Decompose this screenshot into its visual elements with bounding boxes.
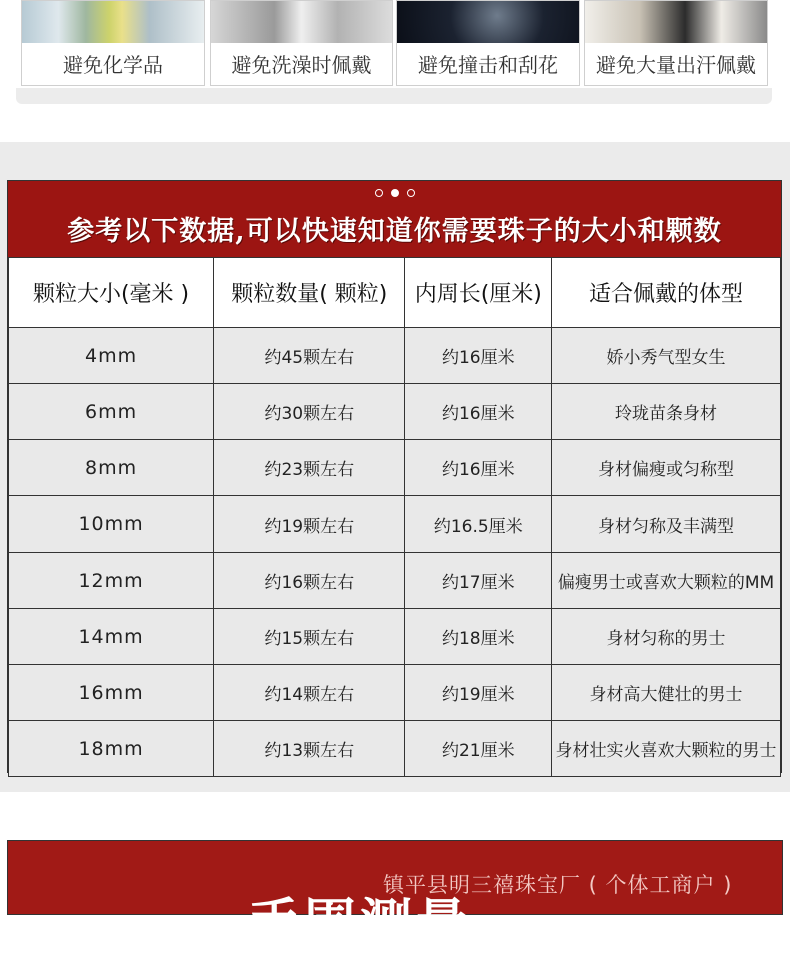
cell-count: 约13颗左右: [214, 721, 405, 777]
table-header-row: [9, 258, 781, 328]
cell-body-type: 娇小秀气型女生: [552, 328, 781, 384]
cell-body-type: 玲珑苗条身材: [552, 384, 781, 440]
table-row: [9, 553, 781, 609]
table-row: [9, 721, 781, 777]
cell-count: 约16颗左右: [214, 553, 405, 609]
cell-circumference: 约16厘米: [405, 384, 552, 440]
bead-size-panel: [7, 180, 782, 773]
cell-circumference: 约21厘米: [405, 721, 552, 777]
size-banner: [8, 181, 781, 257]
table-row: [9, 384, 781, 440]
care-card-label: 避免洗澡时佩戴: [231, 53, 372, 77]
cell-size: 16mm: [9, 665, 214, 721]
cell-body-type: 偏瘦男士或喜欢大颗粒的MM: [552, 553, 781, 609]
care-card-shower[interactable]: [210, 0, 393, 86]
cell-count: 约30颗左右: [214, 384, 405, 440]
cell-circumference: 约19厘米: [405, 665, 552, 721]
cell-size: 4mm: [9, 328, 214, 384]
cell-circumference: 约18厘米: [405, 609, 552, 665]
care-card-exercise[interactable]: [584, 0, 768, 86]
cell-body-type: 身材偏瘦或匀称型: [552, 440, 781, 496]
cell-body-type: 身材壮实火喜欢大颗粒的男士: [552, 721, 781, 777]
cell-count: 约23颗左右: [214, 440, 405, 496]
care-card-label: 避免化学品: [63, 53, 163, 77]
cell-count: 约45颗左右: [214, 328, 405, 384]
chemicals-photo-icon: [22, 1, 204, 43]
cell-body-type: 身材匀称的男士: [552, 609, 781, 665]
cell-size: 6mm: [9, 384, 214, 440]
care-card-label: 避免撞击和刮花: [418, 53, 558, 77]
cell-circumference: 约16厘米: [405, 328, 552, 384]
table-row: [9, 440, 781, 496]
carousel-dots: [8, 189, 781, 197]
wrist-measure-banner: [7, 840, 783, 954]
cell-size: 10mm: [9, 496, 214, 553]
carousel-dot[interactable]: [375, 189, 383, 197]
impact-photo-icon: [397, 1, 579, 43]
header-body-type: 适合佩戴的体型: [552, 258, 781, 328]
cell-count: 约19颗左右: [214, 496, 405, 553]
carousel-dot-active[interactable]: [391, 189, 399, 197]
shop-name: 镇平县明三禧珠宝厂 ( 个体工商户 ): [383, 873, 733, 897]
table-row: [9, 328, 781, 384]
exercise-photo-icon: [585, 1, 767, 43]
care-tips-strip: [0, 0, 790, 142]
cell-size: 14mm: [9, 609, 214, 665]
table-row: [9, 496, 781, 553]
cell-circumference: 约16.5厘米: [405, 496, 552, 553]
bead-size-table: [8, 257, 781, 777]
care-card-chemicals[interactable]: [21, 0, 205, 86]
cell-body-type: 身材匀称及丰满型: [552, 496, 781, 553]
cell-count: 约15颗左右: [214, 609, 405, 665]
header-circumference: 内周长(厘米): [405, 258, 552, 328]
care-card-impact[interactable]: [396, 0, 580, 86]
section-title: 手围测量: [248, 893, 473, 954]
header-bead-count: 颗粒数量( 颗粒): [214, 258, 405, 328]
cell-circumference: 约16厘米: [405, 440, 552, 496]
cell-size: 8mm: [9, 440, 214, 496]
banner-title: 参考以下数据,可以快速知道你需要珠子的大小和颗数: [67, 216, 722, 247]
table-row: [9, 665, 781, 721]
cell-count: 约14颗左右: [214, 665, 405, 721]
cell-body-type: 身材高大健壮的男士: [552, 665, 781, 721]
cell-circumference: 约17厘米: [405, 553, 552, 609]
care-strip-shadow: [16, 88, 772, 104]
header-bead-size: 颗粒大小(毫米 ): [9, 258, 214, 328]
cell-size: 18mm: [9, 721, 214, 777]
table-row: [9, 609, 781, 665]
care-card-label: 避免大量出汗佩戴: [596, 53, 756, 77]
shower-photo-icon: [211, 1, 392, 43]
carousel-dot[interactable]: [407, 189, 415, 197]
cell-size: 12mm: [9, 553, 214, 609]
